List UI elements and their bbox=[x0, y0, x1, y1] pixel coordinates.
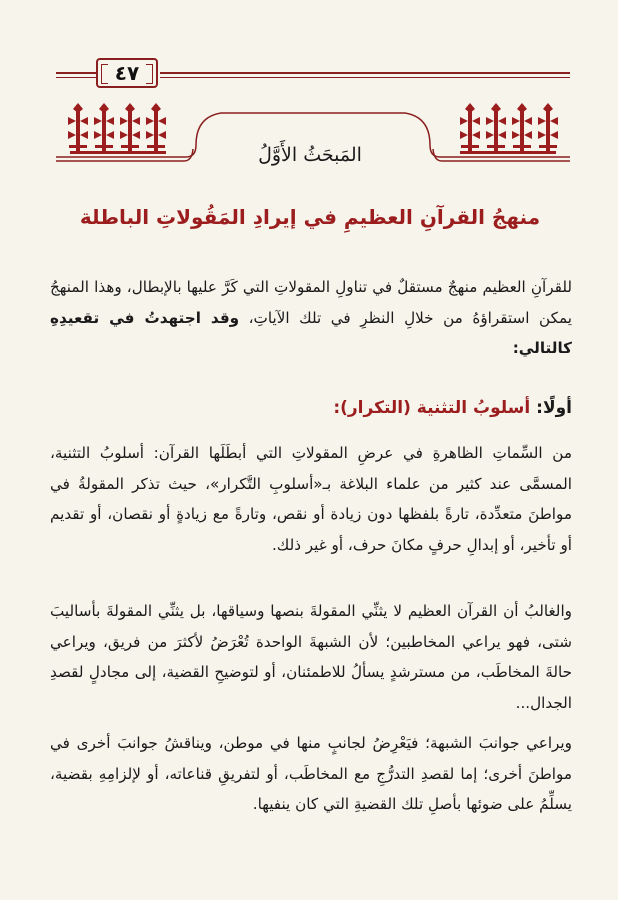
subheading-prefix: أولًا: bbox=[536, 398, 572, 418]
page-number-text: ٤٧ bbox=[114, 61, 140, 85]
intro-text: للقرآنِ العظيم منهجٌ مستقلٌ في تناولِ المقولاتِ التي كَرَّ عليها بالإبطال، وهذا المنهجُ يمكن استقراؤهُ من خلالِ النظرِ في تلك الآياتِ، bbox=[50, 278, 572, 327]
paragraph-3: ويراعي جوانبَ الشبهة؛ فيَعْرِضُ لجانبٍ منها في موطن، ويناقشُ جوانبَ أخرى في مواطنَ أخرى؛ إما لقصدِ التدرُّجِ مع المخاطَب، أو لتفريقِ قناعاته، أو لإلزامِهِ بقضية، يسلِّمُ على ضوئها بأصلِ تلك القضيةِ التي كان ينفيها. bbox=[50, 734, 572, 813]
right-flower-ornaments bbox=[460, 103, 558, 154]
section-label: المَبحَثُ الأَوَّلُ bbox=[258, 144, 362, 166]
intro-paragraph bbox=[50, 272, 572, 364]
paragraph-2: والغالبُ أن القرآن العظيم لا يثنِّي المقولةَ بنصها وسياقها، بل يثنِّي المقولةَ بأساليبَ شتى، فهو يراعي المخاطبين؛ لأن الشبهةَ الواحدة تُعْرَضُ لأكثرَ من فريق، ويراعي حالةَ المخاطَب، من مسترشدٍ يسألُ للاطمئنان، أو لتوضيحِ القضية، إلى مجادلٍ لقصدِ الجدال... bbox=[50, 602, 572, 712]
header-rule bbox=[160, 72, 570, 74]
header-rule-thin bbox=[56, 77, 96, 78]
paragraph-1: من السِّماتِ الظاهرةِ في عرضِ المقولاتِ التي أبطَلَها القرآن: أسلوبُ التثنية، المسمَّى عند كثير من علماء البلاغة بـ«أسلوبِ التَّكرار»، حيث تذكر المقولةُ في مواطنَ متعدِّدة، تارةً بلفظها دون زيادة أو نقص، وتارةً مع زيادةٍ أو نقصان، أو تقديم أو تأخير، أو إبدالِ حرفٍ مكانَ حرف، أو غير ذلك. bbox=[50, 444, 572, 554]
header-rule-thin bbox=[160, 77, 570, 78]
chapter-title: منهجُ القرآنِ العظيمِ في إيرادِ المَقُولاتِ الباطلة bbox=[79, 205, 541, 229]
intro-bold-text: وقد اجتهدتُ في تقعيدِهِ كالتالي: bbox=[50, 308, 572, 357]
page-number bbox=[96, 58, 158, 88]
subheading-title: أسلوبُ التثنية (التكرار): bbox=[333, 398, 531, 418]
subheading bbox=[50, 398, 572, 418]
header-rule bbox=[56, 72, 96, 74]
left-flower-ornaments bbox=[68, 103, 166, 154]
